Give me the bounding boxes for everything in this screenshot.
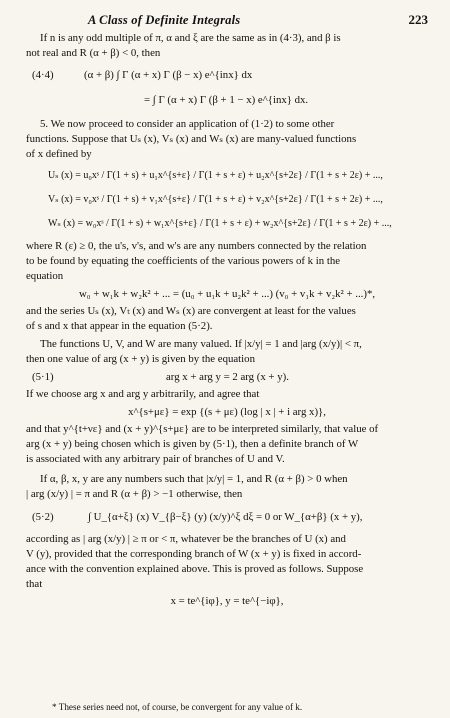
equation-body: ∫ U_{α+ξ} (x) V_{β−ξ} (y) (x/y)^ξ dξ = 0 or W_{α+β} (x + y), xyxy=(88,511,363,523)
equation-label: (4·4) xyxy=(32,69,54,81)
text-line: ance with the convention explained above. This is proved as follows. Suppose xyxy=(26,563,364,575)
equation-5-2 xyxy=(26,502,428,532)
equation-body: (α + β) ∫ Γ (α + x) Γ (β − x) e^{inx} dx xyxy=(84,69,253,81)
equation-body: arg x + arg y = 2 arg (x + y). xyxy=(166,371,289,383)
text-line: and that y^{t+νε} and (x + y)^{s+με} are to be interpreted similarly, that value of xyxy=(26,423,379,435)
equation-label: (5·2) xyxy=(32,511,54,523)
text-line: equation xyxy=(26,270,64,282)
text-line: | arg (x/y) | = π and R (α + β) > −1 otherwise, then xyxy=(26,488,243,500)
text-line: V (y), provided that the corresponding branch of W (x + y) is fixed in accord- xyxy=(26,548,362,560)
text-line: of x defined by xyxy=(26,148,92,160)
equation-V: Vₛ (x) = v₀xˢ / Γ(1 + s) + v₁x^{s+ε} / Γ(1 + s + ε) + v₂x^{s+2ε} / Γ(1 + s + 2ε) + ..., xyxy=(48,194,383,205)
text-line: If n is any odd multiple of π, α and ξ are the same as in (4·3), and β is xyxy=(40,32,341,44)
text-line: and the series Uₛ (x), Vₜ (x) and Wₛ (x) are convergent at least for the values xyxy=(26,305,356,317)
footnote: * These series need not, of course, be convergent for any value of k. xyxy=(52,702,303,712)
equation-W: Wₛ (x) = w₀xˢ / Γ(1 + s) + w₁x^{s+ε} / Γ(1 + s + ε) + w₂x^{s+2ε} / Γ(1 + s + 2ε) + ..., xyxy=(48,218,392,229)
equation-polar: x = te^{iφ}, y = te^{−iφ}, xyxy=(170,595,284,607)
text-line: then one value of arg (x + y) is given by the equation xyxy=(26,353,255,365)
equation-5-1 xyxy=(26,367,428,387)
equation-U: Uₛ (x) = u₀xˢ / Γ(1 + s) + u₁x^{s+ε} / Γ(1 + s + ε) + u₂x^{s+2ε} / Γ(1 + s + 2ε) + ..., xyxy=(48,170,383,181)
section-5-line: 5. We now proceed to consider an application of (1·2) to some other xyxy=(40,118,335,130)
text-line: If α, β, x, y are any numbers such that |x/y| = 1, and R (α + β) > 0 when xyxy=(40,473,348,485)
text-line: where R (ε) ≥ 0, the u's, v's, and w's are any numbers connected by the relation xyxy=(26,240,367,252)
text-line: is associated with any arbitrary pair of branches of U and V. xyxy=(26,453,285,465)
equation-4-4-a xyxy=(26,63,428,87)
text-line: arg (x + y) being chosen which is given by (5·1), then a definite branch of W xyxy=(26,438,359,450)
running-title: A Class of Definite Integrals xyxy=(88,13,241,27)
text-line: functions. Suppose that Uₛ (x), Vₛ (x) and Wₛ (x) are many-valued functions xyxy=(26,133,357,145)
page-number: 223 xyxy=(408,12,428,27)
equation-exp: x^{s+με} = exp {(s + με) (log | x | + i arg x)}, xyxy=(128,406,326,418)
text-line: according as | arg (x/y) | ≥ π or < π, whatever be the branches of U (x) and xyxy=(26,533,346,545)
equation-series-product: w₀ + w₁k + w₂k² + ... = (u₀ + u₁k + u₂k² + ...) (v₀ + v₁k + v₂k² + ...)*, xyxy=(78,288,376,300)
text-line: The functions U, V, and W are many valued. If |x/y| = 1 and |arg (x/y)| < π, xyxy=(40,338,362,350)
text-line: of s and x that appear in the equation (5·2). xyxy=(26,320,213,332)
running-header xyxy=(26,12,428,28)
text-line: not real and R (α + β) < 0, then xyxy=(26,47,161,59)
equation-4-4-b xyxy=(26,87,428,113)
text-line: If we choose arg x and arg y arbitrarily, and agree that xyxy=(26,388,260,400)
text-line: that xyxy=(26,578,43,590)
text-line: to be found by equating the coefficients of the various powers of k in the xyxy=(26,255,341,267)
equation-label: (5·1) xyxy=(32,371,54,383)
equation-body: = ∫ Γ (α + x) Γ (β + 1 − x) e^{inx} dx. xyxy=(144,94,309,106)
